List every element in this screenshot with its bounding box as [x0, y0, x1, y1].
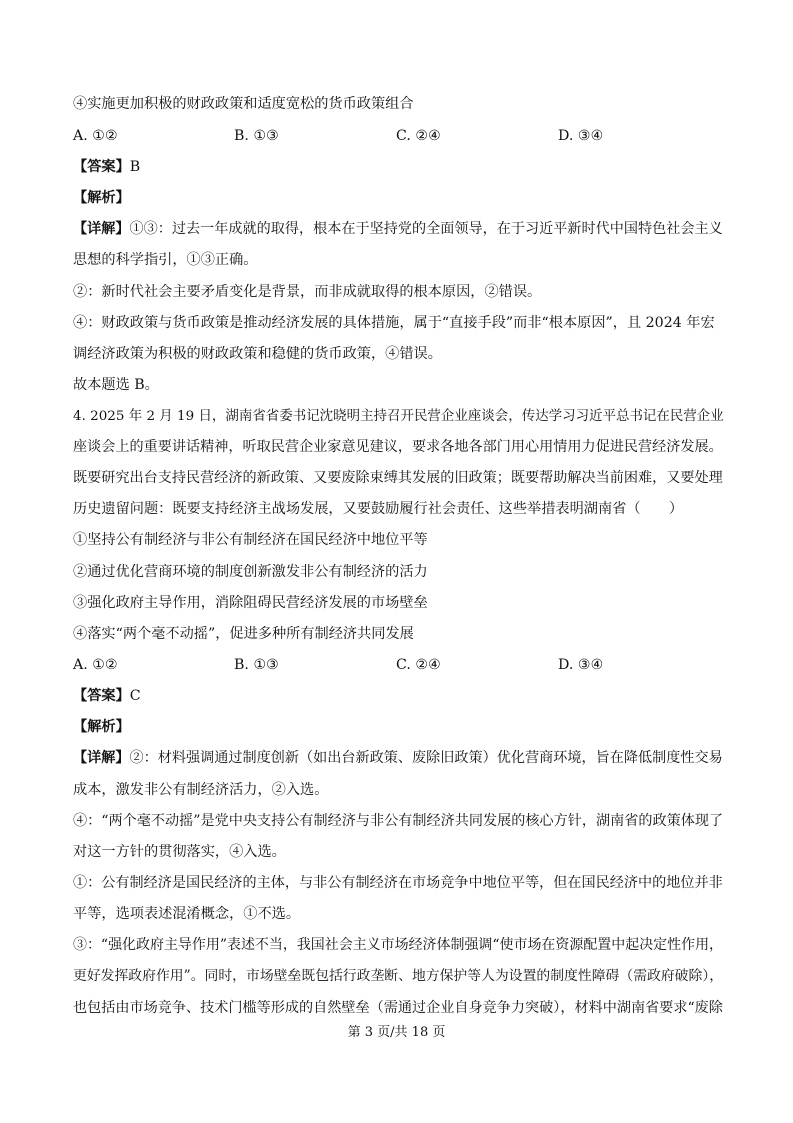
page-footer: 第 3 页/共 18 页 — [347, 1025, 446, 1040]
q4-stem-line-2: 座谈会上的重要讲话精神，听取民营企业家意见建议，要求各地各部门用心用情用力促进民营经济发展。 — [73, 439, 723, 455]
q4-detail-line-2: 成本，激发非公有制经济活力，②入选。 — [73, 782, 329, 798]
q3-detail-line-4: ④：财政政策与货币政策是推动经济发展的具体措施，属于“直接手段”而非“根本原因”，且 2024 年宏 — [73, 315, 715, 331]
q3-option-c: C. ②④ — [396, 128, 441, 144]
q3-detail-line-5: 调经济政策为积极的财政政策和稳健的货币政策，④错误。 — [73, 346, 442, 362]
q4-option-b: B. ①③ — [234, 657, 279, 673]
q3-detail-line-2: 思想的科学指引，①③正确。 — [73, 252, 258, 268]
q3-options — [73, 126, 713, 146]
q4-option-c: C. ②④ — [396, 657, 441, 673]
q4-statement-1: ①坚持公有制经济与非公有制经济在国民经济中地位平等 — [73, 532, 428, 548]
q4-answer-value: C — [129, 688, 141, 704]
q4-answer — [73, 686, 141, 706]
q3-detail-text-1: ①③：过去一年成就的取得，根本在于坚持党的全面领导，在于习近平新时代中国特色社会主义 — [129, 221, 723, 237]
q4-stem-line-1: 4. 2025 年 2 月 19 日，湖南省省委书记沈晓明主持召开民营企业座谈会，传达学习习近平总书记在民营企业 — [73, 408, 724, 424]
q4-stem-line-3: 既要研究出台支持民营经济的新政策、又要废除束缚其发展的旧政策；既要帮助解决当前困难，又要处理 — [73, 470, 723, 486]
q4-statement-4: ④落实“两个毫不动摇”，促进多种所有制经济共同发展 — [73, 626, 414, 642]
q4-detail-line-3: ④：“两个毫不动摇”是党中央支持公有制经济与非公有制经济共同发展的核心方针，湖南省的政策体现了 — [73, 813, 724, 829]
q3-detail-label: 【详解】 — [73, 221, 130, 237]
q3-answer — [73, 157, 140, 177]
q4-stem-line-4: 历史遗留问题：既要支持经济主战场发展，又要鼓励履行社会责任、这些举措表明湖南省（ ） — [73, 501, 684, 517]
q3-statement-4: ④实施更加积极的财政政策和适度宽松的货币政策组合 — [73, 96, 414, 112]
q4-statement-3: ③强化政府主导作用，消除阻碍民营经济发展的市场壁垒 — [73, 595, 428, 611]
q3-detail-line-3: ②：新时代社会主要矛盾变化是背景，而非成就取得的根本原因，②错误。 — [73, 284, 542, 300]
q3-conclusion: 故本题选 B。 — [73, 377, 159, 393]
q4-statement-2: ②通过优化营商环境的制度创新激发非公有制经济的活力 — [73, 564, 428, 580]
q3-option-a: A. ①② — [73, 128, 118, 144]
q3-analysis-label: 【解析】 — [73, 190, 130, 206]
q4-detail-line-8: 更好发挥政府作用”。同时，市场壁垒既包括行政垄断、地方保护等人为设置的制度性障碍（需政府破除）， — [73, 968, 724, 984]
q4-option-d: D. ③④ — [558, 657, 604, 673]
q4-detail-line-9: 也包括由市场竞争、技术门槛等形成的自然壁垒（需通过企业自身竞争力突破），材料中湖南省要求“废除 — [73, 1000, 723, 1016]
q4-option-a: A. ①② — [73, 657, 118, 673]
q4-analysis-label: 【解析】 — [73, 719, 130, 735]
q3-detail-line-1 — [73, 219, 723, 239]
q4-options — [73, 655, 713, 675]
q4-detail-text-1: ②：材料强调通过制度创新（如出台新政策、废除旧政策）优化营商环境，旨在降低制度性交易 — [129, 750, 723, 766]
q3-answer-label: 【答案】 — [73, 159, 130, 175]
q4-detail-line-6: 平等，选项表述混淆概念，①不选。 — [73, 906, 301, 922]
q4-detail-line-5: ①：公有制经济是国民经济的主体，与非公有制经济在市场竞争中地位平等，但在国民经济中的地位并非 — [73, 875, 723, 891]
q3-answer-value: B — [129, 159, 141, 175]
q3-option-d: D. ③④ — [558, 128, 604, 144]
q4-detail-line-1 — [73, 748, 723, 768]
q4-detail-line-7: ③：“强化政府主导作用”表述不当，我国社会主义市场经济体制强调“使市场在资源配置中起决定性作用， — [73, 937, 724, 953]
q4-detail-label: 【详解】 — [73, 750, 130, 766]
q4-detail-line-4: 对这一方针的贯彻落实，④入选。 — [73, 844, 286, 860]
q3-option-b: B. ①③ — [234, 128, 279, 144]
q4-answer-label: 【答案】 — [73, 688, 130, 704]
